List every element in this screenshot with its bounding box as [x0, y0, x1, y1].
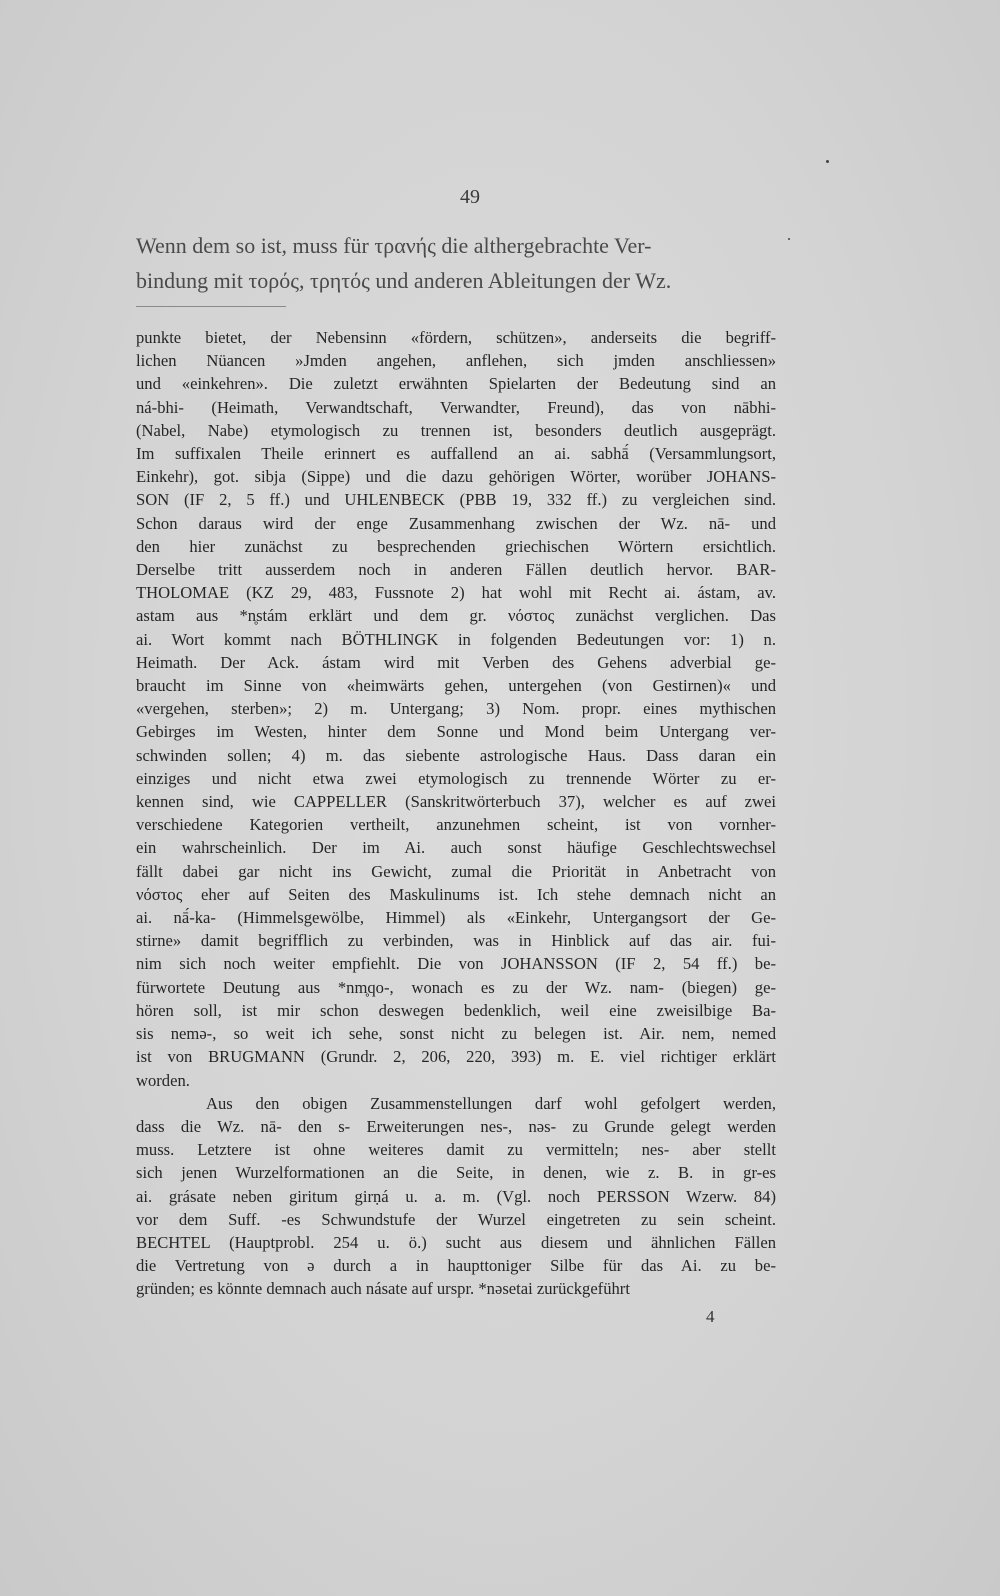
text-line: νόστος eher auf Seiten des Maskulinums ist. Ich stehe demnach nicht an [136, 884, 776, 904]
text-line: dass die Wz. nā- den s- Erweiterungen nes-, nəs- zu Grunde gelegt werden [136, 1116, 776, 1136]
text-line: den hier zunächst zu besprechenden griechischen Wörtern ersichtlich. [136, 536, 776, 556]
text-line: ai. nā́-ka- (Himmelsgewölbe, Himmel) als «Einkehr, Untergangsort der Ge- [136, 908, 776, 928]
text-line: schwinden sollen; 4) m. das siebente astrologische Haus. Dass daran ein [136, 745, 776, 765]
text-line: lichen Nüancen »Jmden angehen, anflehen, sich jmden anschliessen» [136, 351, 776, 371]
divider [136, 306, 286, 307]
signature-mark: 4 [706, 1307, 715, 1326]
text-line: ai. Wort kommt nach BÖTHLINGK in folgenden Bedeutungen vor: 1) n. [136, 629, 776, 649]
text-line: SON (IF 2, 5 ff.) und UHLENBECK (PBB 19, 332 ff.) zu vergleichen sind. [136, 490, 776, 510]
text-line: hören soll, ist mir schon deswegen bedenklich, weil eine zweisilbige Ba- [136, 1000, 776, 1020]
text-line: worden. [136, 1070, 190, 1090]
top-paragraph [136, 228, 776, 298]
text-line: (Nabel, Nabe) etymologisch zu trennen ist, besonders deutlich ausgeprägt. [136, 420, 776, 440]
text-line: und «einkehren». Die zuletzt erwähnten Spielarten der Bedeutung sind an [136, 374, 776, 394]
page-number: 49 [460, 186, 480, 208]
text-line: gründen; es könnte demnach auch násate auf urspr. *nəsetai zurückgeführt [136, 1279, 630, 1299]
text-line: ná-bhi- (Heimath, Verwandtschaft, Verwandter, Freund), das von nābhi- [136, 397, 776, 417]
text-line: sis nemə-, so weit ich sehe, sonst nicht zu belegen ist. Air. nem, nemed [136, 1024, 776, 1044]
text-line: einziges und nicht etwa zwei etymologisch zu trennende Wörter zu er- [136, 768, 776, 788]
text-line: verschiedene Kategorien vertheilt, anzunehmen scheint, ist von vornher- [136, 815, 776, 835]
speck [826, 160, 829, 163]
text-line: BECHTEL (Hauptprobl. 254 u. ö.) sucht aus diesem und ähnlichen Fällen [136, 1232, 776, 1252]
text-line: sich jenen Wurzelformationen an die Seite, in denen, wie z. B. in gr-es [136, 1163, 776, 1183]
text-line: muss. Letztere ist ohne weiteres damit zu vermitteln; nes- aber stellt [136, 1140, 776, 1160]
text-line: Heimath. Der Ack. ástam wird mit Verben des Gehens adverbial ge- [136, 652, 776, 672]
text-line: die Vertretung von ə durch a in haupttoniger Silbe für das Ai. zu be- [136, 1256, 776, 1276]
text-line: punkte bietet, der Nebensinn «fördern, schützen», anderseits die begriff- [136, 328, 776, 347]
text-line: Gebirges im Westen, hinter dem Sonne und Mond beim Untergang ver- [136, 722, 776, 742]
text-line: fürwortete Deutung aus *nm̥qo-, wonach es zu der Wz. nam- (biegen) ge- [136, 977, 776, 997]
text-line: vor dem Suff. -es Schwundstufe der Wurzel eingetreten zu sein scheint. [136, 1209, 776, 1229]
text-line: ai. grásate neben giritum girṇá u. a. m. (Vgl. noch PERSSON Wzerw. 84) [136, 1186, 776, 1206]
text-line: fällt dabei gar nicht ins Gewicht, zumal die Priorität in Anbetracht von [136, 861, 776, 881]
body-text [136, 326, 776, 1301]
text-line: Im suffixalen Theile erinnert es auffallend an ai. sabhā́ (Versammlungsort, [136, 444, 776, 464]
text-line: ein wahrscheinlich. Der im Ai. auch sonst häufige Geschlechtswechsel [136, 838, 776, 858]
text-line: Einkehr), got. sibja (Sippe) und die dazu gehörigen Wörter, worüber JOHANS- [136, 467, 776, 487]
text-line: Schon daraus wird der enge Zusammenhang zwischen der Wz. nā- und [136, 513, 776, 533]
text-line: braucht im Sinne von «heimwärts gehen, untergehen (von Gestirnen)« und [136, 676, 776, 696]
text-line: Wenn dem so ist, muss für τρανής die althergebrachte Ver- [136, 233, 652, 258]
text-line: kennen sind, wie CAPPELLER (Sanskritwörterbuch 37), welcher es auf zwei [136, 792, 776, 812]
text-line: ist von BRUGMANN (Grundr. 2, 206, 220, 393) m. E. viel richtiger erklärt [136, 1047, 776, 1067]
text-line: THOLOMAE (KZ 29, 483, Fussnote 2) hat wohl mit Recht ai. ástam, av. [136, 583, 776, 603]
text-line: bindung mit τορός, τρητός und anderen Ableitungen der Wz. [136, 268, 672, 293]
text-line: «vergehen, sterben»; 2) m. Untergang; 3) Nom. propr. eines mythischen [136, 699, 776, 719]
text-line: Aus den obigen Zusammenstellungen darf wohl gefolgert werden, [206, 1093, 776, 1113]
text-line: nim sich noch weiter empfiehlt. Die von JOHANSSON (IF 2, 54 ff.) be- [136, 954, 776, 974]
speck [788, 238, 790, 240]
text-line: astam aus *n̥stám erklärt und dem gr. νόστος zunächst verglichen. Das [136, 606, 776, 626]
text-line: Derselbe tritt ausserdem noch in anderen Fällen deutlich hervor. BAR- [136, 560, 776, 580]
text-line: stirne» damit begrifflich zu verbinden, was in Hinblick auf das air. fui- [136, 931, 776, 951]
